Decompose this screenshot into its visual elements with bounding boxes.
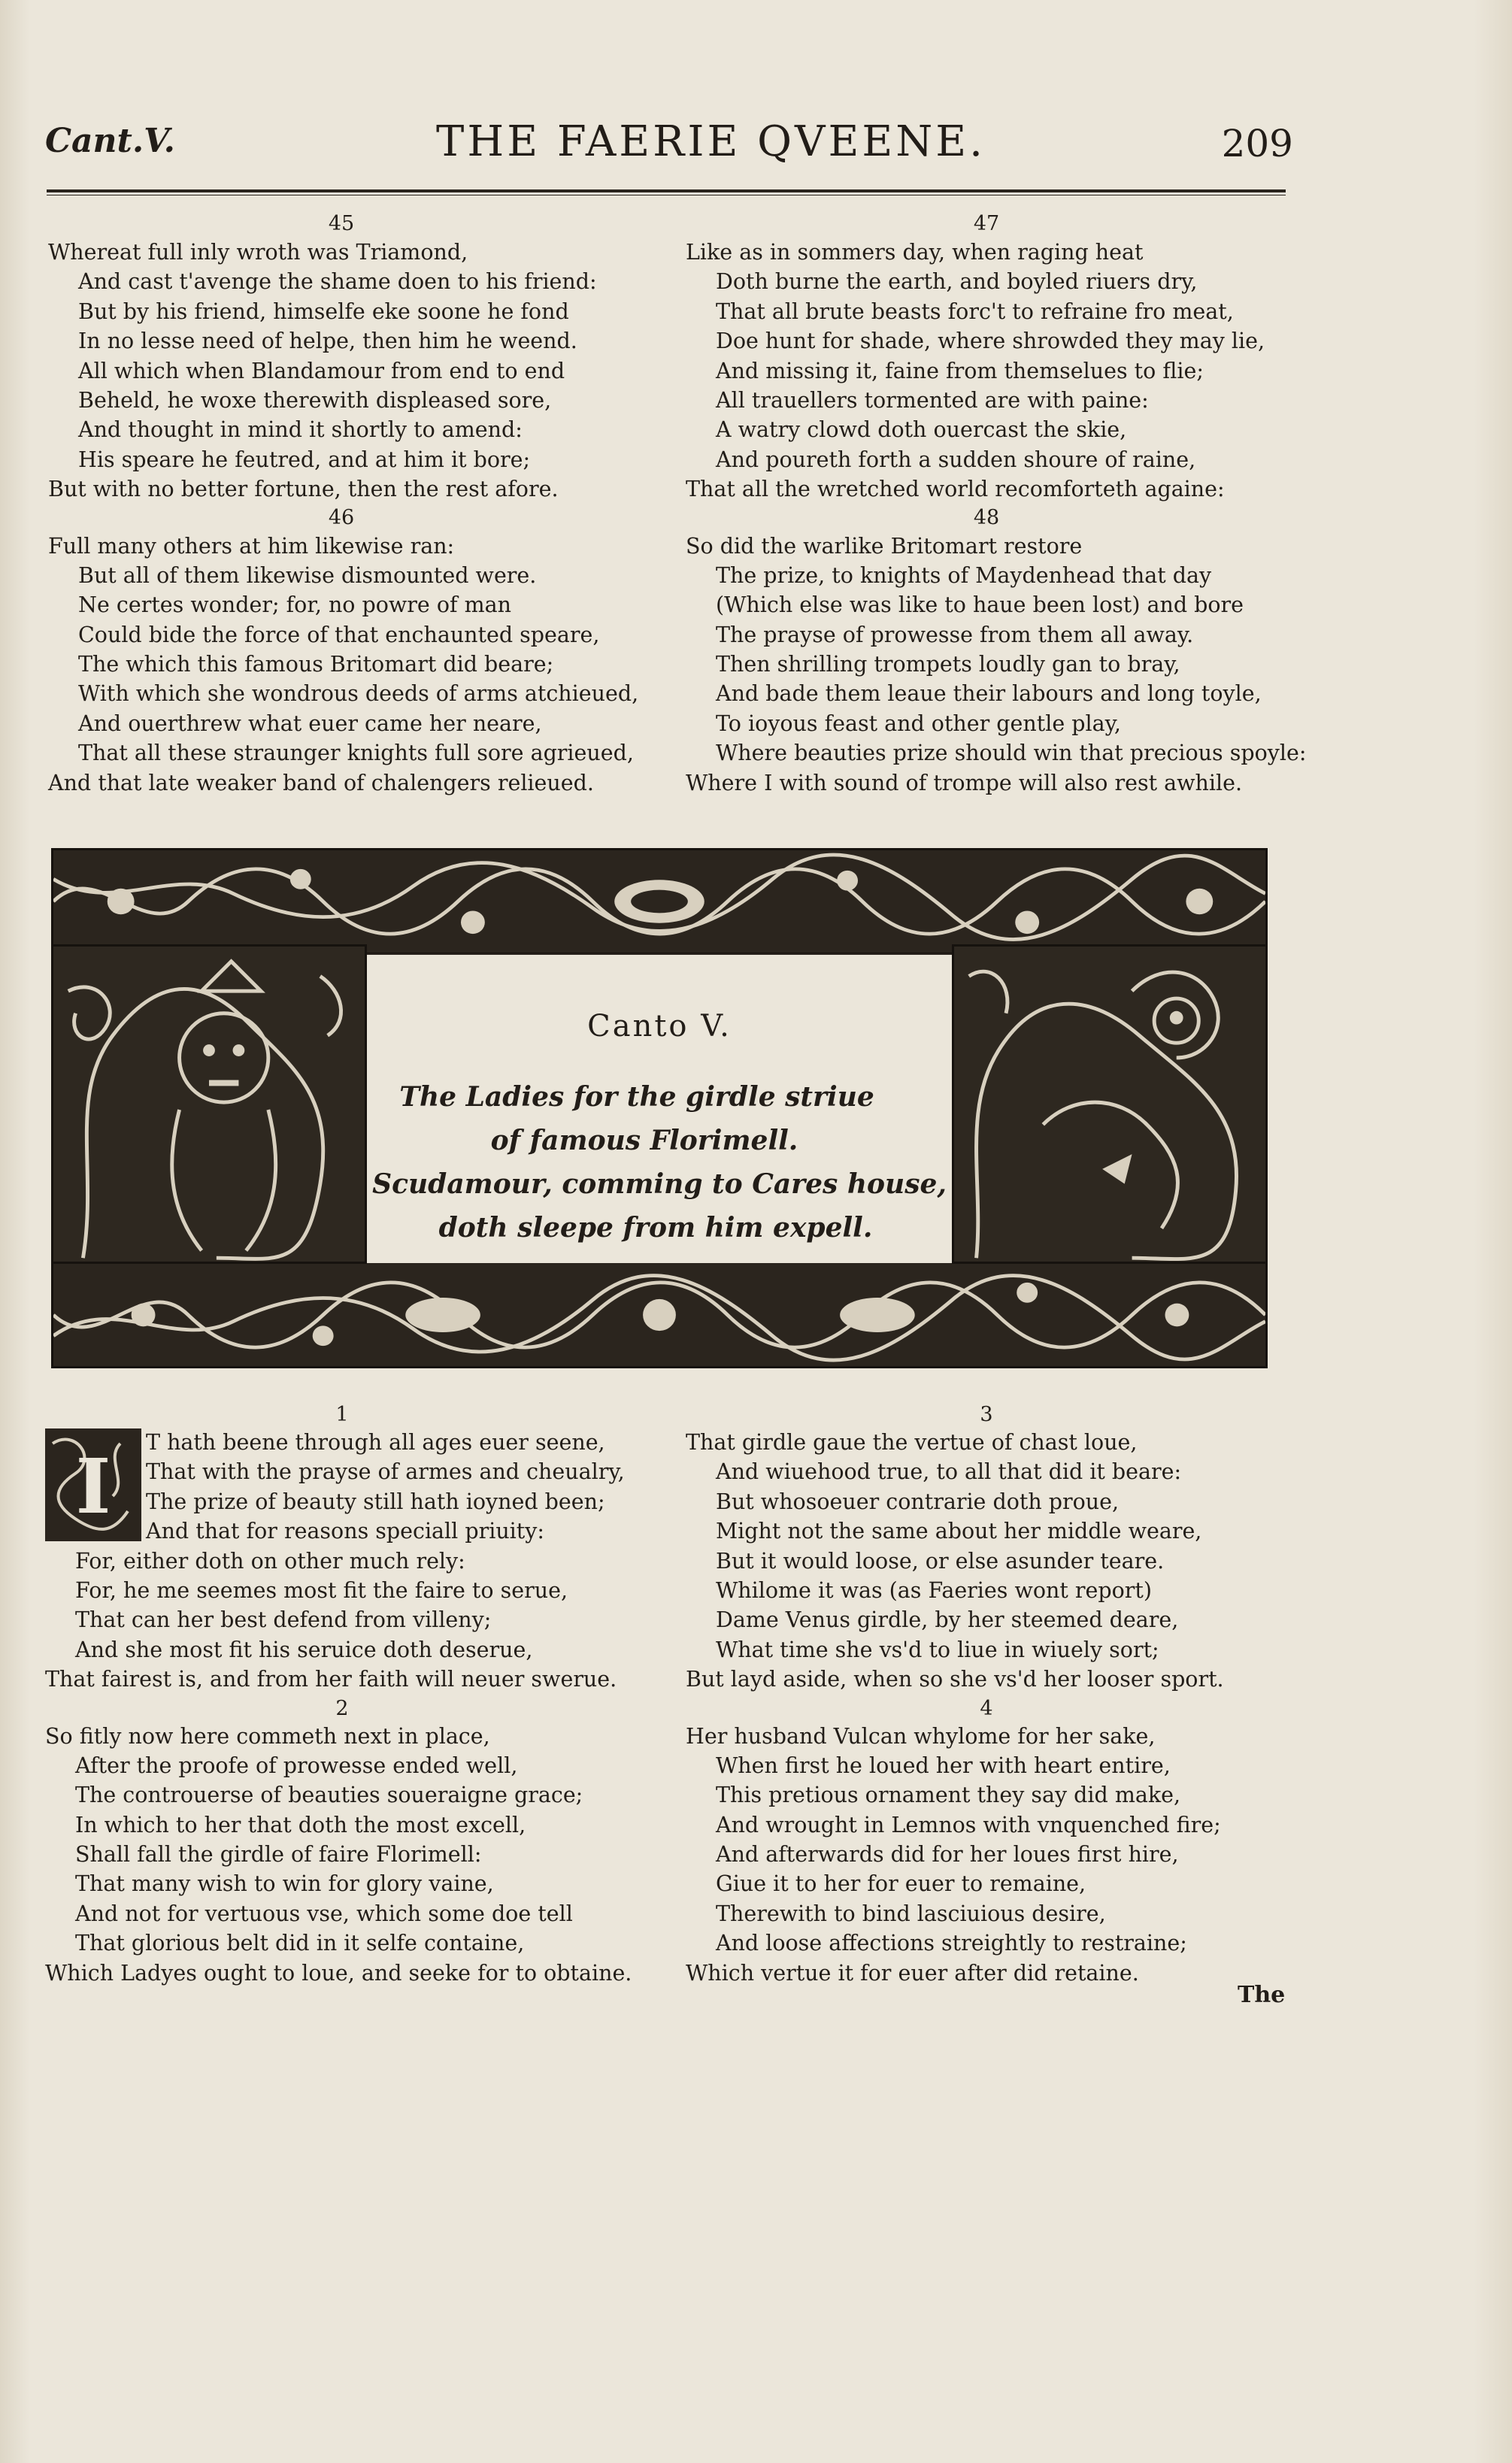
verse-line: That girdle gaue the vertue of chast loue, xyxy=(686,1430,1138,1455)
verse-line: And that late weaker band of chalengers relieued. xyxy=(48,770,594,795)
verse-line: For, he me seemes most fit the faire to serue, xyxy=(75,1577,568,1603)
argument-line: of famous Florimell. xyxy=(490,1125,798,1156)
stanza-number: 4 xyxy=(980,1696,993,1720)
canto-reference: Cant.V. xyxy=(45,122,175,160)
verse-line: That with the prayse of armes and cheualry, xyxy=(146,1459,625,1485)
argument-line: The Ladies for the girdle striue xyxy=(399,1081,874,1113)
verse-line: And wrought in Lemnos with vnquenched fire; xyxy=(716,1812,1221,1837)
stanza xyxy=(48,238,635,504)
verse-line: All trauellers tormented are with paine: xyxy=(716,387,1149,413)
argument-line: doth sleepe from him expell. xyxy=(438,1212,873,1244)
ornament-band-top xyxy=(51,848,1268,955)
verse-line: And thought in mind it shortly to amend: xyxy=(78,417,523,443)
verse-line: What time she vs'd to liue in wiuely sort; xyxy=(716,1637,1159,1662)
verse-line: Then shrilling trompets loudly gan to bray, xyxy=(716,652,1180,677)
verse-line: That can her best defend from villeny; xyxy=(75,1607,492,1633)
verse-line: Her husband Vulcan whylome for her sake, xyxy=(686,1723,1156,1749)
verse-line: That fairest is, and from her faith will neuer swerue. xyxy=(45,1667,617,1692)
verse-line: When first he loued her with heart entire, xyxy=(716,1753,1171,1778)
verse-line: And poureth forth a sudden shoure of raine, xyxy=(716,447,1196,472)
verse-line: (Which else was like to haue been lost) and bore xyxy=(716,592,1244,618)
verse-line: And loose affections streightly to restraine; xyxy=(716,1931,1187,1956)
verse-line: Could bide the force of that enchaunted speare, xyxy=(78,622,600,647)
column-top-right xyxy=(686,211,1307,798)
verse-line: The which this famous Britomart did beare; xyxy=(78,652,554,677)
verse-line: But it would loose, or else asunder teare. xyxy=(716,1548,1165,1574)
book-title: THE FAERIE QVEENE. xyxy=(436,117,986,166)
verse-line: With which she wondrous deeds of arms atchieued, xyxy=(78,681,639,707)
verse-line: Whilome it was (as Faeries wont report) xyxy=(716,1577,1152,1603)
verse-line: Where I with sound of trompe will also rest awhile. xyxy=(686,770,1243,795)
decorated-initial xyxy=(45,1428,141,1541)
stanza xyxy=(686,532,1307,798)
stanza-number: 47 xyxy=(973,212,1000,235)
verse-line: And not for vertuous vse, which some doe tell xyxy=(75,1901,573,1926)
verse-line: Where beauties prize should win that precious spoyle: xyxy=(716,741,1307,766)
ornament-band-bottom xyxy=(51,1262,1268,1368)
verse-line: In which to her that doth the most excell, xyxy=(75,1812,526,1837)
verse-line: Shall fall the girdle of faire Florimell: xyxy=(75,1842,482,1868)
verse-line: After the proofe of prowesse ended well, xyxy=(75,1753,518,1778)
running-header xyxy=(45,117,1293,174)
canto-heading: Canto V. xyxy=(587,1009,732,1044)
verse-line: In no lesse need of helpe, then him he weend. xyxy=(78,329,577,354)
header-rule xyxy=(47,189,1286,192)
verse-line: But with no better fortune, then the rest afore. xyxy=(48,477,559,502)
verse-line: Which Ladyes ought to loue, and seeke for to obtaine. xyxy=(45,1960,632,1986)
verse-line: But whosoeuer contrarie doth proue, xyxy=(716,1489,1120,1514)
verse-line: But all of them likewise dismounted were. xyxy=(78,562,537,588)
verse-line: All which when Blandamour from end to end xyxy=(78,358,565,383)
column-top-left xyxy=(48,211,639,798)
verse-line: And wiuehood true, to all that did it beare: xyxy=(716,1459,1182,1485)
stanza-number: 1 xyxy=(335,1403,349,1426)
verse-line: Giue it to her for euer to remaine, xyxy=(716,1871,1086,1897)
verse-line: And cast t'avenge the shame doen to his friend: xyxy=(78,269,597,295)
stanza-number: 2 xyxy=(335,1696,349,1720)
stanza-number: 45 xyxy=(328,212,355,235)
verse-line: Might not the same about her middle weare, xyxy=(716,1519,1202,1544)
verse-line: That many wish to win for glory vaine, xyxy=(75,1871,494,1897)
verse-line: Beheld, he woxe therewith displeased sore, xyxy=(78,387,552,413)
verse-line: Which vertue it for euer after did retaine. xyxy=(686,1960,1139,1986)
verse-line: T hath beene through all ages euer seene, xyxy=(146,1430,605,1455)
verse-line: That all brute beasts forc't to refraine fro meat, xyxy=(716,298,1234,324)
verse-line: And that for reasons speciall priuity: xyxy=(146,1519,544,1544)
verse-line: For, either doth on other much rely: xyxy=(75,1548,465,1574)
verse-line: Like as in sommers day, when raging heat xyxy=(686,240,1144,265)
verse-line: His speare he feutred, and at him it bore; xyxy=(78,447,531,472)
verse-line: The prize, to knights of Maydenhead that day xyxy=(716,562,1212,588)
verse-line: So fitly now here commeth next in place, xyxy=(45,1723,490,1749)
verse-line: And she most fit his seruice doth deserue, xyxy=(75,1637,533,1662)
verse-line: And missing it, faine from themselues to flie; xyxy=(716,358,1204,383)
verse-line: Whereat full inly wroth was Triamond, xyxy=(48,240,468,265)
verse-line: The controuerse of beauties soueraigne grace; xyxy=(75,1783,583,1808)
verse-line: A watry clowd doth ouercast the skie, xyxy=(716,417,1127,443)
stanza-number: 46 xyxy=(328,505,355,529)
svg-text:I: I xyxy=(75,1442,111,1531)
page-number: 209 xyxy=(1221,122,1293,165)
ornament-panel-left xyxy=(51,944,367,1272)
canto-caption xyxy=(367,953,952,1265)
verse-line: But layd aside, when so she vs'd her looser sport. xyxy=(686,1667,1224,1692)
verse-line: This pretious ornament they say did make, xyxy=(716,1783,1181,1808)
verse-line: Dame Venus girdle, by her steemed deare, xyxy=(716,1607,1179,1633)
verse-line: But by his friend, himselfe eke soone he fond xyxy=(78,298,569,324)
argument-line: Scudamour, comming to Cares house, xyxy=(372,1168,947,1200)
stanza xyxy=(686,238,1287,504)
canto-argument xyxy=(367,1075,952,1250)
column-bottom-right xyxy=(686,1401,1287,1989)
stanza xyxy=(48,532,639,798)
canto-banner xyxy=(51,848,1268,1368)
verse-line: That all these straunger knights full sore agrieued, xyxy=(78,741,634,766)
verse-line: So did the warlike Britomart restore xyxy=(686,533,1083,559)
verse-line: Doe hunt for shade, where shrowded they may lie, xyxy=(716,329,1265,354)
verse-line: Full many others at him likewise ran: xyxy=(48,533,455,559)
verse-line: Doth burne the earth, and boyled riuers dry, xyxy=(716,269,1198,295)
verse-line: Ne certes wonder; for, no powre of man xyxy=(78,592,511,618)
verse-line: Therewith to bind lasciuious desire, xyxy=(716,1901,1106,1926)
verse-line: The prayse of prowesse from them all away. xyxy=(716,622,1194,647)
verse-line: And ouerthrew what euer came her neare, xyxy=(78,710,542,736)
stanza xyxy=(45,1722,639,1989)
ornament-panel-right xyxy=(952,944,1268,1272)
catchword: The xyxy=(1238,1982,1286,2008)
stanza xyxy=(686,1722,1287,1989)
column-bottom-left xyxy=(45,1401,639,1989)
stanza-number: 48 xyxy=(973,505,1000,529)
verse-line: The prize of beauty still hath ioyned been; xyxy=(146,1489,605,1514)
verse-line: That all the wretched world recomforteth againe: xyxy=(686,477,1225,502)
verse-line: And afterwards did for her loues first hire, xyxy=(716,1842,1179,1868)
stanza-number: 3 xyxy=(980,1403,993,1426)
stanza xyxy=(45,1428,639,1695)
verse-line: To ioyous feast and other gentle play, xyxy=(716,710,1121,736)
verse-line: That glorious belt did in it selfe containe, xyxy=(75,1931,525,1956)
stanza xyxy=(686,1428,1287,1695)
verse-line: And bade them leaue their labours and long toyle, xyxy=(716,681,1262,707)
